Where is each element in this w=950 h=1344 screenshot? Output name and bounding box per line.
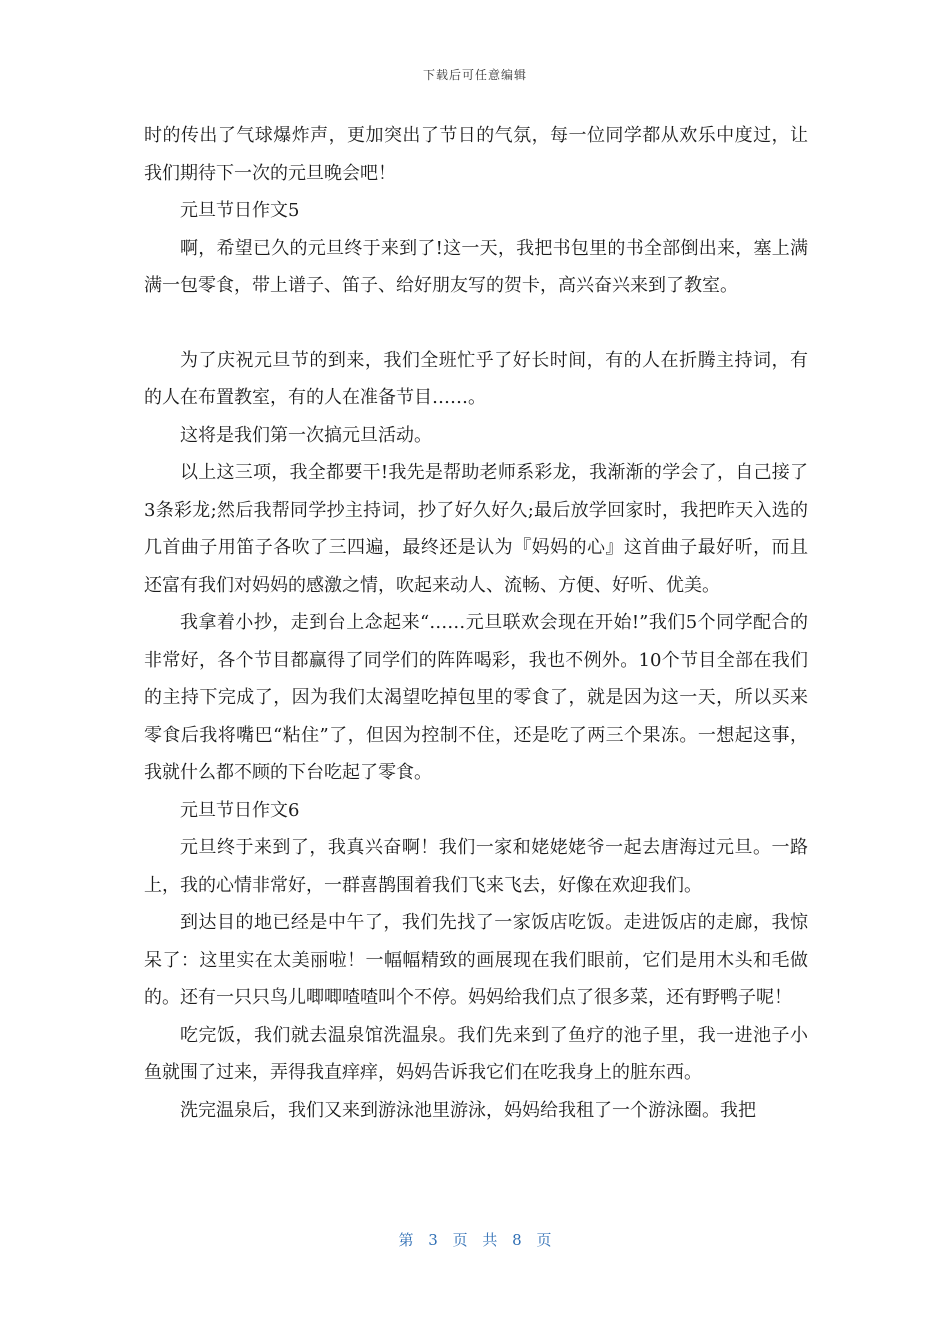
paragraph-4: 为了庆祝元旦节的到来，我们全班忙乎了好长时间，有的人在折腾主持词，有的人在布置教室，有的人在准备节目……。 xyxy=(144,349,808,408)
paragraph-5: 这将是我们第一次搞元旦活动。 xyxy=(180,424,432,446)
page-header-note: 下载后可任意编辑 xyxy=(422,68,527,82)
essay-heading-5: 元旦节日作文5 xyxy=(180,200,300,221)
document-body xyxy=(144,117,808,1129)
paragraph-3: 啊，希望已久的元旦终于来到了!这一天，我把书包里的书全部倒出来，塞上满满一包零食，带上谱子、笛子、给好朋友写的贺卡，高兴奋兴来到了教室。 xyxy=(144,237,808,296)
paragraph-10: 到达目的地已经是中午了，我们先找了一家饭店吃饭。走进饭店的走廊，我惊呆了：这里实在太美丽啦！一幅幅精致的画展现在我们眼前，它们是用木头和毛做的。还有一只只鸟儿唧唧喳喳叫个不停。妈妈给我们点了很多菜，还有野鸭子呢！ xyxy=(144,912,808,1008)
paragraph-11: 吃完饭，我们就去温泉馆洗温泉。我们先来到了鱼疗的池子里，我一进池子小鱼就围了过来，弄得我直痒痒，妈妈告诉我它们在吃我身上的脏东西。 xyxy=(144,1024,808,1083)
paragraph-6: 以上这三项，我全都要干!我先是帮助老师系彩龙，我渐渐的学会了，自己接了3条彩龙;然后我帮同学抄主持词，抄了好久好久;最后放学回家时，我把昨天入选的几首曲子用笛子各吹了三四遍，最终还是认为『妈妈的心』这首曲子最好听，而且还富有我们对妈妈的感激之情，吹起来动人、流畅、方便、好听、优美。 xyxy=(144,462,808,596)
page-number-footer: 第 3 页 共 8 页 xyxy=(398,1231,552,1249)
paragraph-9: 元旦终于来到了，我真兴奋啊！我们一家和姥姥姥爷一起去唐海过元旦。一路上，我的心情非常好，一群喜鹊围着我们飞来飞去，好像在欢迎我们。 xyxy=(144,837,808,896)
paragraph-12: 洗完温泉后，我们又来到游泳池里游泳，妈妈给我租了一个游泳圈。我把 xyxy=(180,1099,756,1121)
paragraph-1: 时的传出了气球爆炸声，更加突出了节日的气氛，每一位同学都从欢乐中度过，让我们期待下一次的元旦晚会吧！ xyxy=(144,125,808,184)
essay-heading-6: 元旦节日作文6 xyxy=(180,799,300,821)
paragraph-7: 我拿着小抄，走到台上念起来“……元旦联欢会现在开始!”我们5个同学配合的非常好，各个节目都赢得了同学们的阵阵喝彩，我也不例外。10个节目全部在我们的主持下完成了，因为我们太渴望吃掉包里的零食了，就是因为这一天，所以买来零食后我将嘴巴“粘住”了，但因为控制不住，还是吃了两三个果冻。一想起这事，我就什么都不顾的下台吃起了零食。 xyxy=(144,612,808,783)
